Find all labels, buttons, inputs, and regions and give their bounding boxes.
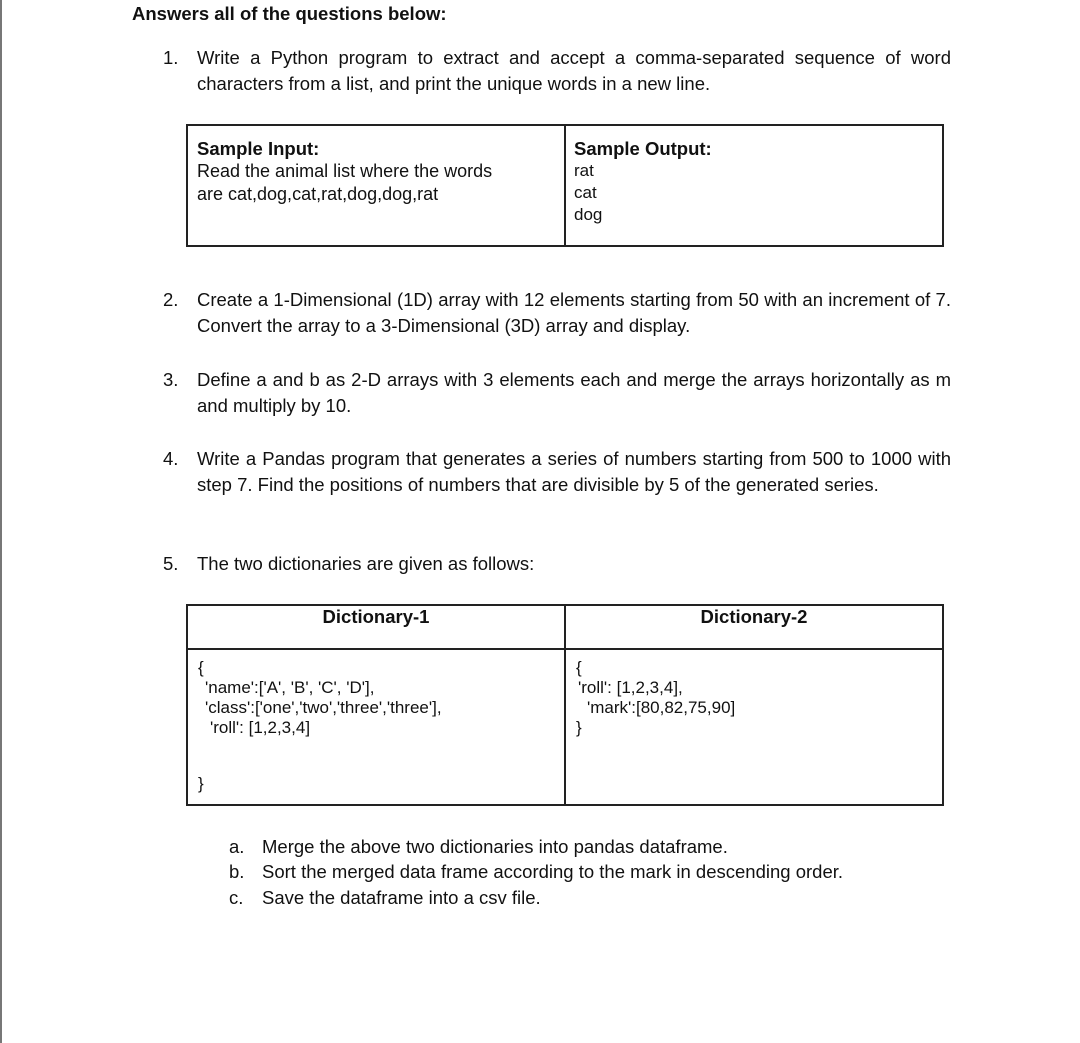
dict1-line: 'class':['one','two','three','three'], [205,698,442,717]
question-number: 4. [163,448,179,469]
sample-input-line: are cat,dog,cat,rat,dog,dog,rat [197,184,439,204]
sample-output-line: dog [574,205,603,224]
page-heading: Answers all of the questions below: [132,3,447,24]
sample-input-cell [187,125,565,246]
question-3 [163,367,951,419]
dictionary-1-cell [187,649,565,805]
question-text: Write a Pandas program that generates a series of numbers starting from 500 to 1000 with step 7. Find the positions of numbers that are divisible by 5 of the generated series. [197,448,951,495]
question-text: The two dictionaries are given as follows: [197,553,535,574]
question-text: Define a and b as 2-D arrays with 3 elements each and merge the arrays horizontally as m and multiply by 10. [197,369,951,416]
subtask-letter: a. [229,836,245,857]
sample-input-line: Read the animal list where the words [197,161,493,181]
subtask-b [229,859,843,885]
dictionary-table [186,604,944,806]
question-text: Create a 1-Dimensional (1D) array with 12 elements starting from 50 with an increment of 7. Convert the array to a 3-Dimensional (3D) array and display. [197,289,951,336]
question-number: 3. [163,369,179,390]
subtask-c [229,885,541,911]
dict2-line: 'roll': [1,2,3,4], [578,678,683,697]
subtask-letter: c. [229,887,244,908]
subtask-a [229,834,728,860]
sample-output-line: rat [574,161,594,180]
sample-input-header: Sample Input: [197,138,320,159]
subtask-text: Sort the merged data frame according to the mark in descending order. [262,861,844,882]
sample-output-cell [565,125,943,246]
question-2 [163,287,951,339]
question-5 [163,551,951,577]
question-number: 5. [163,553,179,574]
question-number: 2. [163,289,179,310]
page-left-border [0,0,2,1043]
sample-output-header: Sample Output: [574,138,712,159]
question-text: Write a Python program to extract and accept a comma-separated sequence of word characters from a list, and print the unique words in a new line. [197,47,951,94]
question-4 [163,446,951,498]
dict1-line: { [198,658,204,677]
subtask-letter: b. [229,861,245,882]
dict1-line: 'name':['A', 'B', 'C', 'D'], [205,678,375,697]
dictionary-2-header: Dictionary-2 [565,605,943,649]
subtask-text: Merge the above two dictionaries into pandas dataframe. [262,836,728,857]
question-1 [163,45,951,97]
dict1-line: } [198,774,204,793]
question-number: 1. [163,47,179,68]
dict2-line: { [576,658,582,677]
subtask-text: Save the dataframe into a csv file. [262,887,541,908]
dictionary-1-header: Dictionary-1 [187,605,565,649]
dictionary-2-cell [565,649,943,805]
sample-io-table [186,124,944,247]
dict1-line: 'roll': [1,2,3,4] [210,718,311,737]
dict2-line: } [576,718,582,737]
dict2-line: 'mark':[80,82,75,90] [587,698,736,717]
sample-output-line: cat [574,183,597,202]
